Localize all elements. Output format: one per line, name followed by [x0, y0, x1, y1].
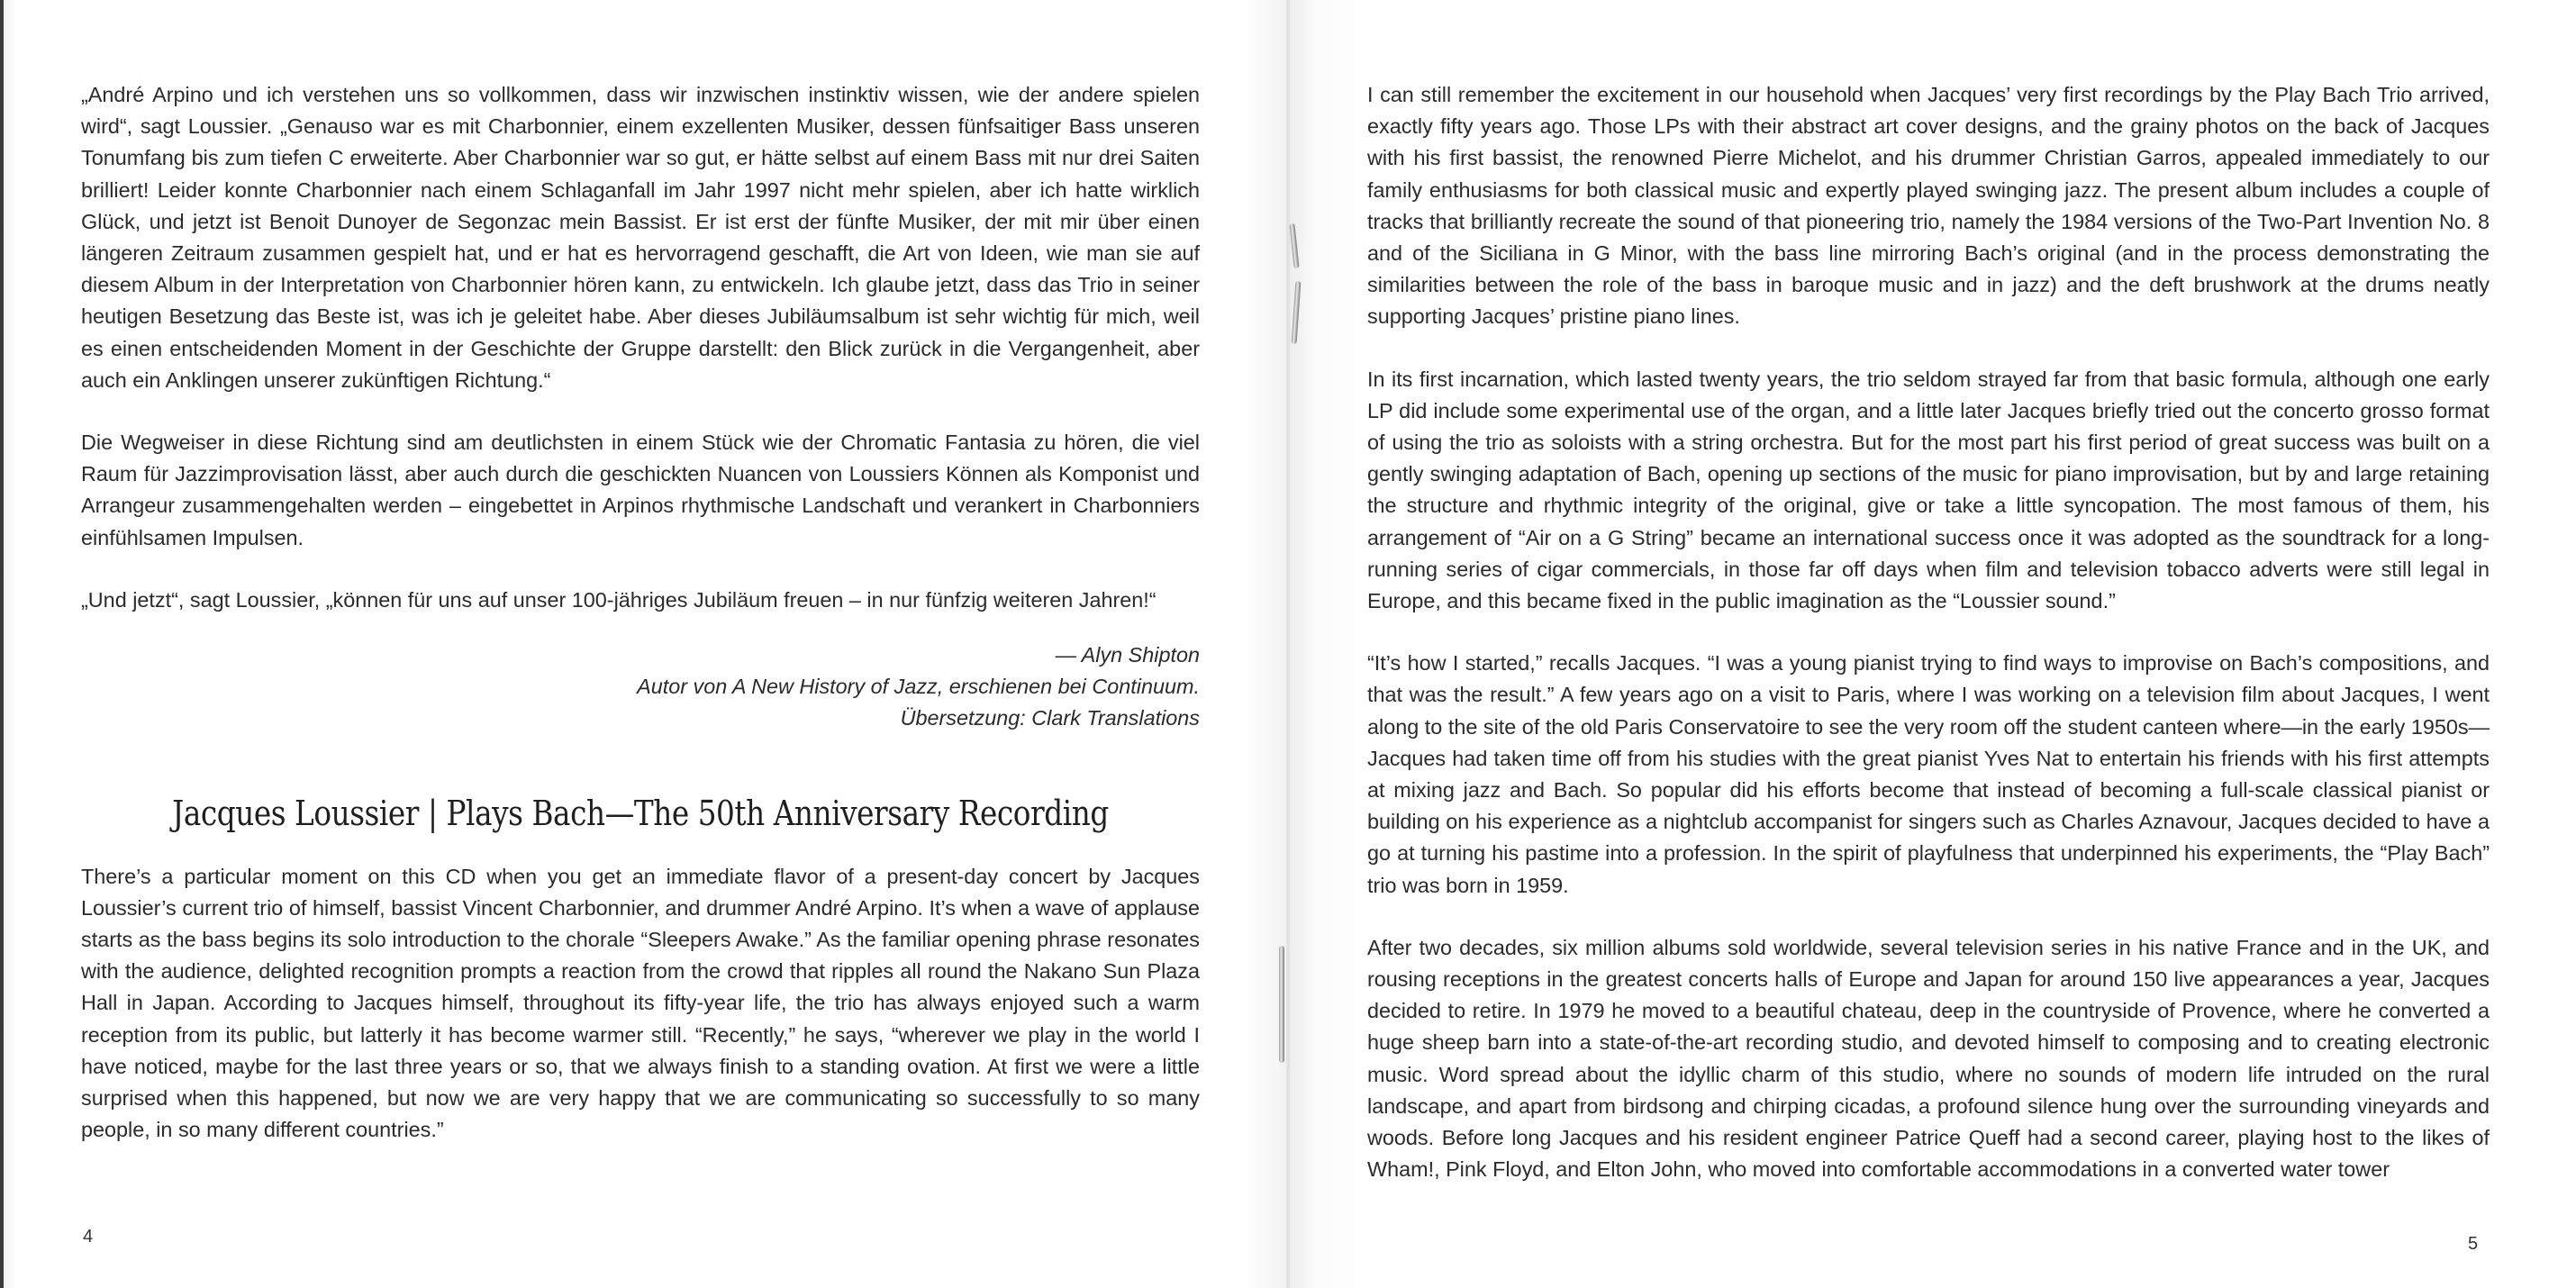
attribution-author: — Alyn Shipton — [1055, 643, 1200, 667]
left-text-column — [81, 79, 1200, 1176]
attribution-translation: Übersetzung: Clark Translations — [900, 706, 1200, 730]
english-paragraph-1: There’s a particular moment on this CD when you get an immediate flavor of a present-day concert by Jacques Loussier’s current trio of himself, bassist Vincent Charbonnier, and drummer André Arpino. It’s when a wave of applause starts as the bass begins its solo introduction to the chorale “Sleepers Awake.” As the familiar opening phrase resonates with the audience, delighted recognition prompts a reaction from the crowd that ripples all round the Nakano Sun Plaza Hall in Japan. According to Jacques himself, throughout its fifty-year life, the trio has always enjoyed such a warm reception from its public, but latterly it has become warmer still. “Recently,” he says, “wherever we play in the world I have noticed, maybe for the last three years or so, that we always finish to a standing ovation. At first we were a little surprised when this happened, but now we are very happy that we are communicating so successfully to so many people, in so many different countries.” — [81, 864, 1200, 1142]
right-text-column — [1367, 79, 2490, 1217]
english-paragraph-5: After two decades, six million albums sold worldwide, several television series in his native France and in the UK, and rousing receptions in the greatest concerts halls of Europe and Japan for around 150 live appearances a year, Jacques decided to retire. In 1979 he moved to a beautiful chateau, deep in the countryside of Provence, where he converted a huge sheep barn into a state-of-the-art recording studio, and devoted himself to composing and to creating electronic music. Word spread about the idyllic charm of this studio, where no sounds of modern life intruded on the rural landscape, and apart from birdsong and chirping cicadas, a profound silence hung over the surrounding vineyards and woods. Before long Jacques and his resident engineer Patrice Queff had a second career, playing host to the likes of Wham!, Pink Floyd, and Elton John, who moved into comfortable accommodations in a converted water tower — [1367, 935, 2490, 1182]
german-paragraph-2: Die Wegweiser in diese Richtung sind am deutlichsten in einem Stück wie der Chromatic Fantasia zu hören, die viel Raum für Jazzimprovisation lässt, aber auch durch die geschickten Nuancen von Loussiers Können als Komponist und Arrangeur zusammengehalten werden – eingebettet in Arpinos rhythmische Landschaft und verankert in Charbonniers einfühlsamen Impulsen. — [81, 431, 1200, 549]
attribution-book: Autor von A New History of Jazz, erschienen bei Continuum. — [637, 675, 1200, 699]
english-paragraph-4: “It’s how I started,” recalls Jacques. “I was a young pianist trying to find ways to improvise on Bach’s compositions, and that was the result.” A few years ago on a visit to Paris, where I was working on a television film about Jacques, I went along to the site of the old Paris Conservatoire to see the very room off the student canteen where—in the early 1950s—Jacques had taken time off from his studies with the great pianist Yves Nat to entertain his friends with his first attempts at mixing jazz and Bach. So popular did his efforts become that instead of becoming a full-scale classical pianist or building on his experience as a nightclub accompanist for singers such as Charles Aznavour, Jacques decided to have a go at turning his pastime into a profession. In the spirit of playfulness that underpinned his experiments, the “Play Bach” trio was born in 1959. — [1367, 651, 2490, 897]
page-number-right: 5 — [2468, 1234, 2479, 1254]
german-paragraph-3: „Und jetzt“, sagt Loussier, „können für uns auf unser 100-jähriges Jubiläum freuen – in nur fünfzig weiteren Jahren!“ — [81, 587, 1156, 612]
attribution — [81, 639, 1200, 735]
page-fold — [1286, 0, 1290, 1288]
page-number-left: 4 — [83, 1227, 94, 1247]
english-paragraph-2: I can still remember the excitement in our household when Jacques’ very first recordings by the Play Bach Trio arrived, exactly fifty years ago. Those LPs with their abstract art cover designs, and the grainy photos on the back of Jacques with his first bassist, the renowned Pierre Michelot, and his drummer Christian Garros, appealed immediately to our family enthusiasms for both classical music and expertly played swinging jazz. The present album includes a couple of tracks that brilliantly recreate the sound of that pioneering trio, namely the 1984 versions of the Two-Part Invention No. 8 and of the Siciliana in G Minor, with the bass line mirroring Bach’s original (and in the process demonstrating the similarities between the role of the bass in baroque music and in jazz) and the deft brushwork at the drums neatly supporting Jacques’ pristine piano lines. — [1367, 83, 2490, 329]
german-paragraph-1: „André Arpino und ich verstehen uns so vollkommen, dass wir inzwischen instinktiv wissen, wie der andere spielen wird“, sagt Loussier. „Genauso war es mit Charbonnier, einem exzellenten Musiker, dessen fünfsaitiger Bass unseren Tonumfang bis zum tiefen C erweiterte. Aber Charbonnier war so gut, er hätte selbst auf einem Bass mit nur drei Saiten brilliert! Leider konnte Charbonnier nach einem Schlaganfall im Jahr 1997 nicht mehr spielen, aber ich hatte wirklich Glück, und jetzt ist Benoit Dunoyer de Segonzac mein Bassist. Er ist erst der fünfte Musiker, der mit mir über einen längeren Zeitraum zusammen gespielt hat, und er hat es hervorragend geschafft, die Art von Ideen, wie man sie auf diesem Album in der Interpretation von Charbonnier hören kann, zu entwickeln. Ich glaube jetzt, dass das Trio in seiner heutigen Besetzung das Beste ist, was ich je geleitet habe. Aber dieses Jubiläumsalbum ist sehr wichtig für mich, weil es einen entscheidenden Moment in der Geschichte der Gruppe darstellt: den Blick zurück in die Vergangenheit, aber auch ein Anklingen unserer zukünftigen Richtung.“ — [81, 83, 1200, 392]
english-paragraph-3: In its first incarnation, which lasted twenty years, the trio seldom strayed far from that basic formula, although one early LP did include some experimental use of the organ, and a little later Jacques briefly tried out the concerto grosso format of using the trio as soloists with a string orchestra. But for the most part his first period of great success was built on a gently swinging adaptation of Bach, opening up sections of the music for piano improvisation, but by and large retaining the structure and rhythmic integrity of the original, give or take a little syncopation. The most famous of them, his arrangement of “Air on a G String” became an international success once it was adopted as the soundtrack for a long-running series of cigar commercials, in those far off days when film and television tobacco adverts were still legal in Europe, and this became fixed in the public imagination as the “Loussier sound.” — [1367, 367, 2490, 613]
section-title: Jacques Loussier | Plays Bach—The 50th Anniversary Recording — [172, 793, 1109, 833]
staple-bottom — [1279, 946, 1284, 1063]
